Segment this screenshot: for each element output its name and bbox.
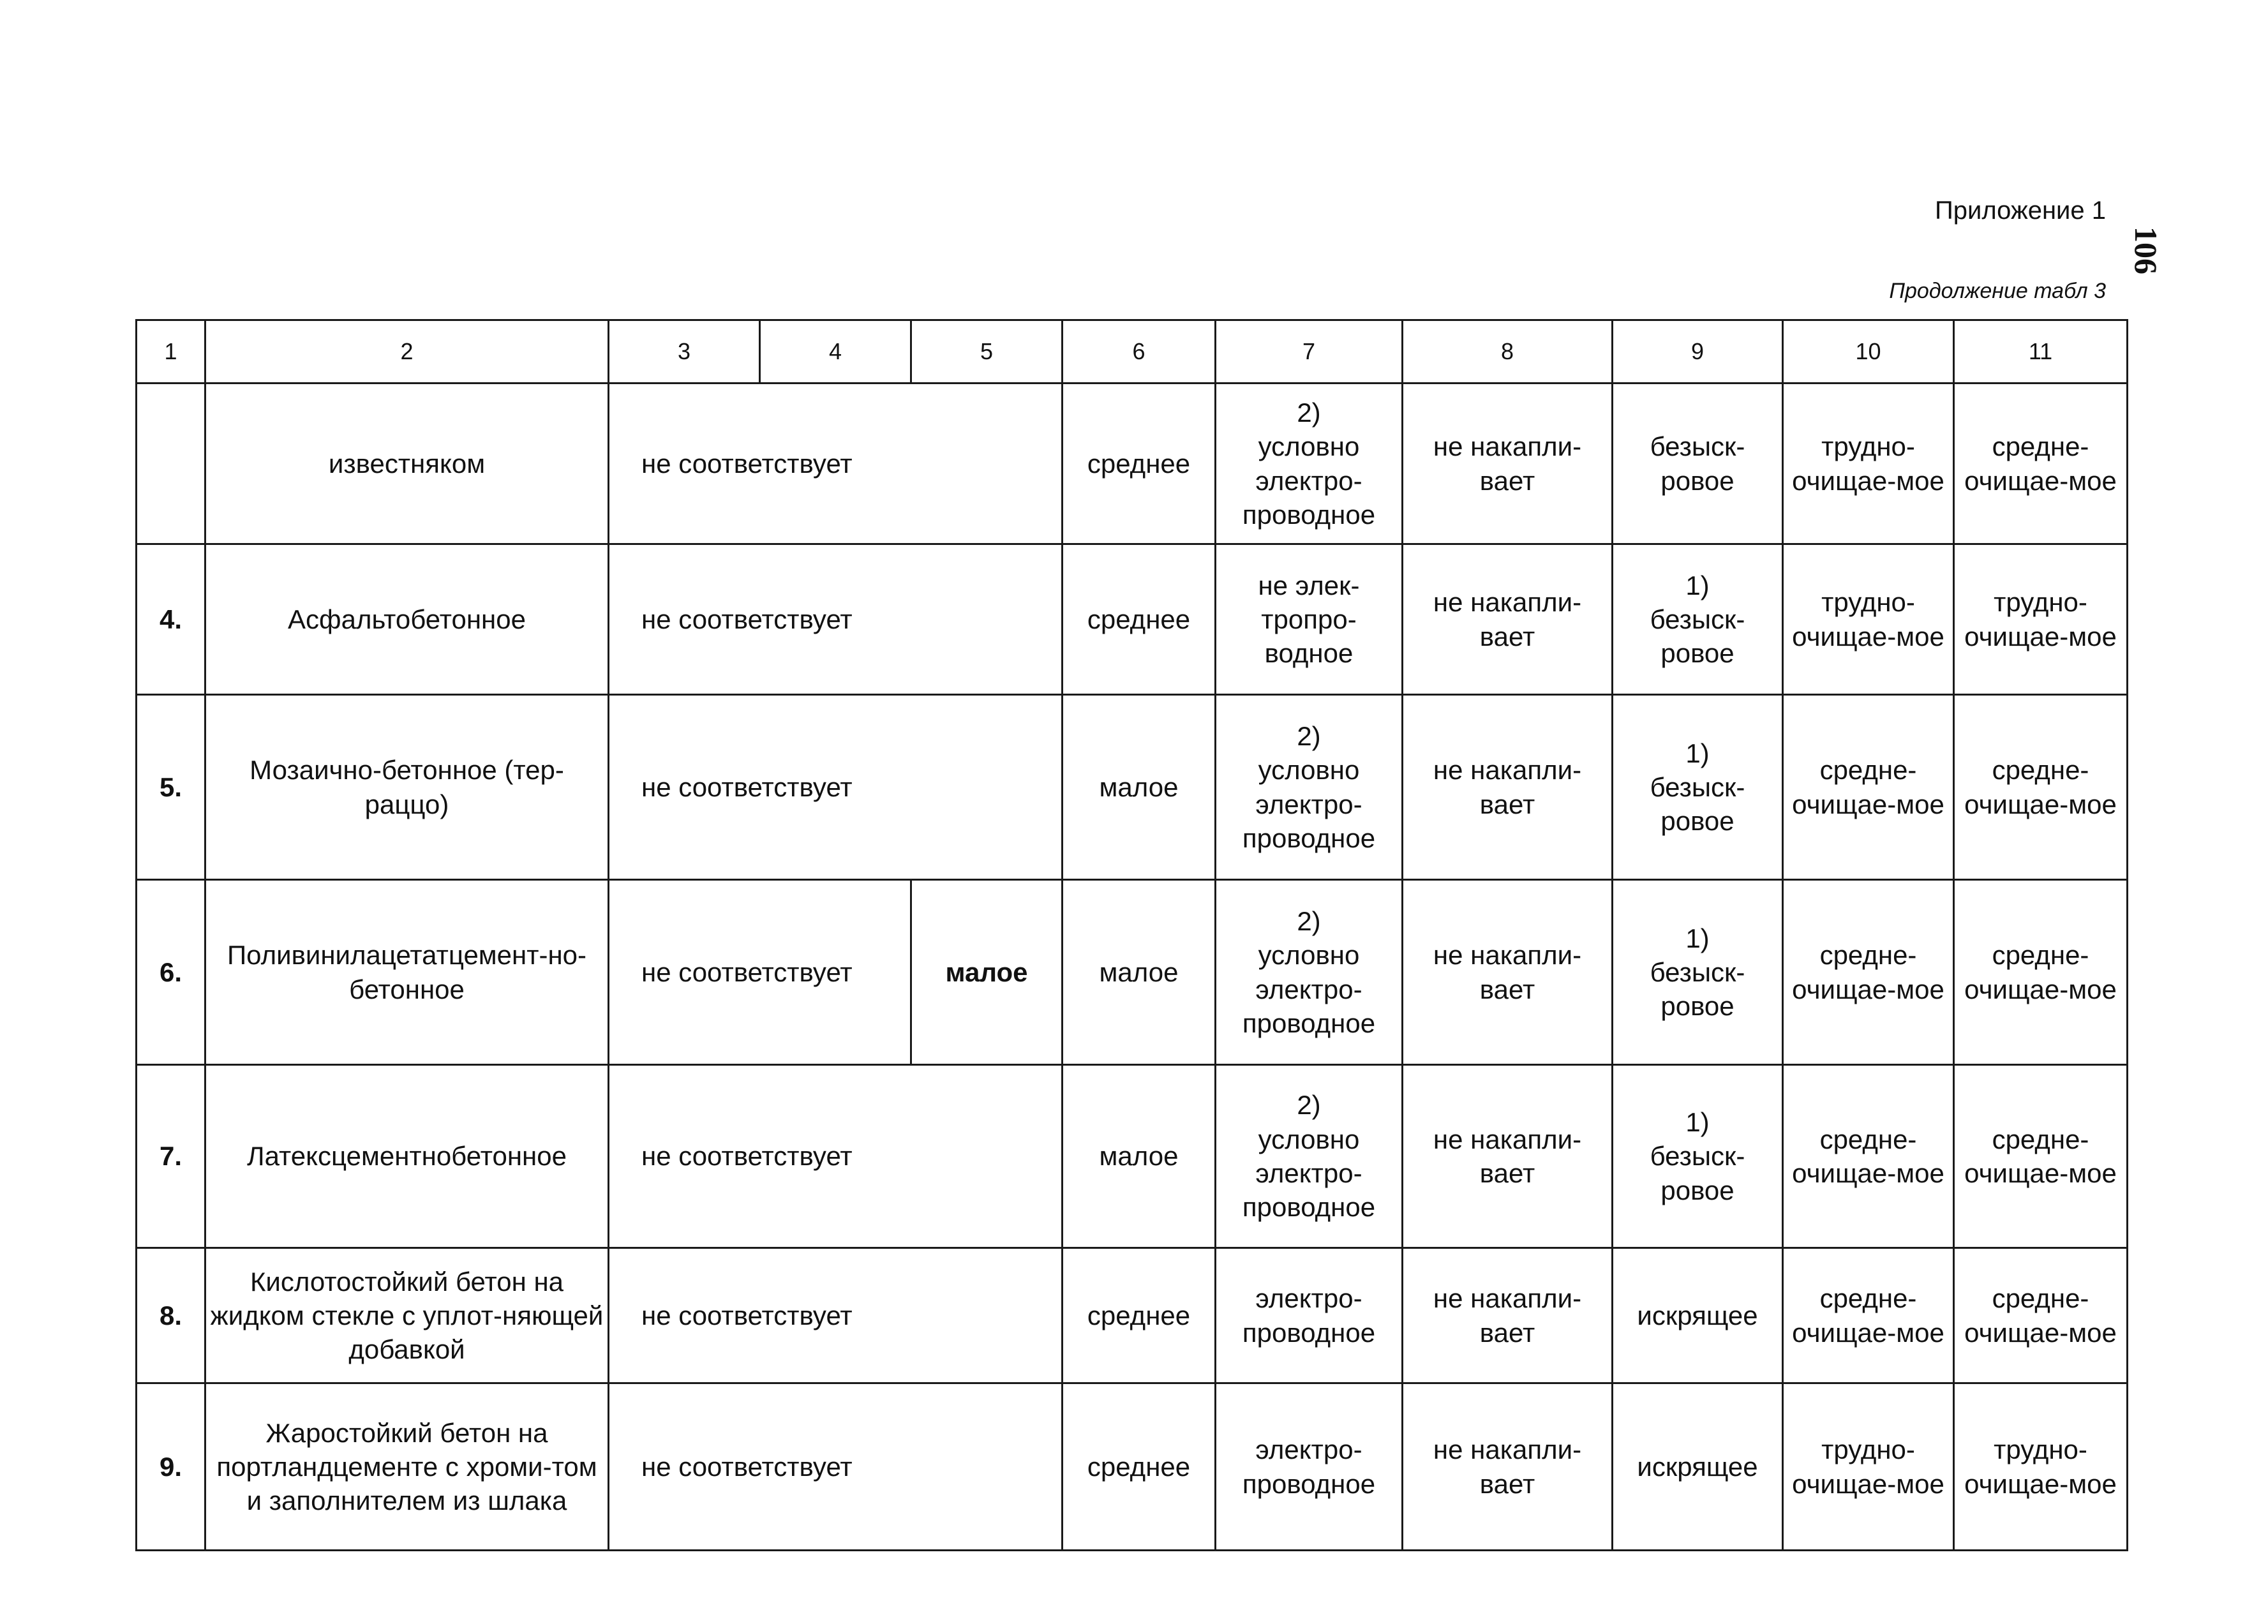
cleanability-cell: средне-очищае-мое xyxy=(1954,880,2128,1065)
footnote-mark: 2) xyxy=(1297,720,1321,751)
column-header: 8 xyxy=(1403,320,1613,384)
row-name: Поливинилацетатцемент-но-бетонное xyxy=(205,880,609,1065)
col6-cell: среднее xyxy=(1063,384,1216,544)
conductivity-cell xyxy=(1216,384,1403,544)
sparking-value: безыск-ровое xyxy=(1650,604,1745,669)
sparking-cell xyxy=(1613,544,1783,695)
footnote-mark: 2) xyxy=(1297,397,1321,428)
accumulation-cell: не накапли-вает xyxy=(1403,1248,1613,1383)
page-number: 106 xyxy=(2128,227,2164,274)
cleanability-cell: средне-очищае-мое xyxy=(1954,695,2128,880)
conductivity-value: условно электро-проводное xyxy=(1242,940,1376,1038)
cleanability-cell: трудно-очищае-мое xyxy=(1783,384,1954,544)
column-header: 10 xyxy=(1783,320,1954,384)
accumulation-cell: не накапли-вает xyxy=(1403,544,1613,695)
cleanability-cell: средне-очищае-мое xyxy=(1954,384,2128,544)
row-number: 9. xyxy=(137,1383,205,1551)
sparking-cell xyxy=(1613,880,1783,1065)
column-header: 5 xyxy=(911,320,1063,384)
sparking-value: безыск-ровое xyxy=(1650,771,1745,837)
column-header: 4 xyxy=(760,320,911,384)
footnote-mark: 2) xyxy=(1297,1090,1321,1121)
cleanability-cell: средне-очищае-мое xyxy=(1783,695,1954,880)
col5-cell: малое xyxy=(911,880,1063,1065)
column-header: 3 xyxy=(609,320,760,384)
sparking-value: безыск-ровое xyxy=(1650,957,1745,1022)
table-row xyxy=(137,1383,2128,1551)
compliance-cell: не соответствует xyxy=(609,1248,1063,1383)
compliance-cell: не соответствует xyxy=(609,384,1063,544)
compliance-cell: не соответствует xyxy=(609,1383,1063,1551)
column-header: 9 xyxy=(1613,320,1783,384)
sparking-cell xyxy=(1613,1065,1783,1248)
cleanability-cell: трудно-очищае-мое xyxy=(1783,1383,1954,1551)
row-name: Жаростойкий бетон на портландцементе с хроми-том и заполнителем из шлака xyxy=(205,1383,609,1551)
sparking-cell xyxy=(1613,695,1783,880)
row-number: 4. xyxy=(137,544,205,695)
conductivity-value: условно электро-проводное xyxy=(1242,755,1376,853)
col6-cell: среднее xyxy=(1063,1383,1216,1551)
conductivity-cell xyxy=(1216,695,1403,880)
cleanability-cell: средне-очищае-мое xyxy=(1783,880,1954,1065)
conductivity-cell: электро-проводное xyxy=(1216,1383,1403,1551)
column-header: 11 xyxy=(1954,320,2128,384)
conductivity-value: условно электро-проводное xyxy=(1242,1124,1376,1223)
sparking-cell: безыск-ровое xyxy=(1613,384,1783,544)
compliance-cell: не соответствует xyxy=(609,1065,1063,1248)
col6-cell: малое xyxy=(1063,880,1216,1065)
conductivity-cell xyxy=(1216,544,1403,695)
table-row xyxy=(137,695,2128,880)
row-name: Латексцементнобетонное xyxy=(205,1065,609,1248)
cleanability-cell: трудно-очищае-мое xyxy=(1954,544,2128,695)
cleanability-cell: средне-очищае-мое xyxy=(1783,1248,1954,1383)
col6-cell: малое xyxy=(1063,1065,1216,1248)
cleanability-cell: средне-очищае-мое xyxy=(1954,1065,2128,1248)
accumulation-cell: не накапли-вает xyxy=(1403,384,1613,544)
col6-cell: среднее xyxy=(1063,544,1216,695)
row-name: Кислотостойкий бетон на жидком стекле с уплот-няющей добавкой xyxy=(205,1248,609,1383)
accumulation-cell: не накапли-вает xyxy=(1403,880,1613,1065)
column-header: 7 xyxy=(1216,320,1403,384)
table-row xyxy=(137,384,2128,544)
footnote-mark: 1) xyxy=(1685,570,1710,600)
row-number: 5. xyxy=(137,695,205,880)
sparking-cell: искрящее xyxy=(1613,1248,1783,1383)
row-name: Мозаично-бетонное (тер-раццо) xyxy=(205,695,609,880)
sparking-value: безыск-ровое xyxy=(1650,1141,1745,1205)
conductivity-cell: электро-проводное xyxy=(1216,1248,1403,1383)
table-row xyxy=(137,1248,2128,1383)
col6-cell: среднее xyxy=(1063,1248,1216,1383)
accumulation-cell: не накапли-вает xyxy=(1403,1065,1613,1248)
compliance-cell: не соответствует xyxy=(609,880,911,1065)
cleanability-cell: средне-очищае-мое xyxy=(1954,1248,2128,1383)
cleanability-cell: трудно-очищае-мое xyxy=(1954,1383,2128,1551)
conductivity-value: не элек-тропро-водное xyxy=(1258,570,1360,669)
column-header: 1 xyxy=(137,320,205,384)
row-number xyxy=(137,384,205,544)
table-row xyxy=(137,544,2128,695)
row-number: 8. xyxy=(137,1248,205,1383)
cleanability-cell: средне-очищае-мое xyxy=(1783,1065,1954,1248)
table-row xyxy=(137,880,2128,1065)
sparking-cell: искрящее xyxy=(1613,1383,1783,1551)
conductivity-cell xyxy=(1216,880,1403,1065)
row-number: 6. xyxy=(137,880,205,1065)
row-number: 7. xyxy=(137,1065,205,1248)
row-name: известняком xyxy=(205,384,609,544)
footnote-mark: 1) xyxy=(1685,738,1710,768)
properties-table xyxy=(135,319,2128,1551)
footnote-mark: 1) xyxy=(1685,1107,1710,1137)
cleanability-cell: трудно-очищае-мое xyxy=(1783,544,1954,695)
table-header-row xyxy=(137,320,2128,384)
compliance-cell: не соответствует xyxy=(609,544,1063,695)
column-header: 2 xyxy=(205,320,609,384)
col6-cell: малое xyxy=(1063,695,1216,880)
column-header: 6 xyxy=(1063,320,1216,384)
accumulation-cell: не накапли-вает xyxy=(1403,695,1613,880)
conductivity-cell xyxy=(1216,1065,1403,1248)
accumulation-cell: не накапли-вает xyxy=(1403,1383,1613,1551)
footnote-mark: 1) xyxy=(1685,923,1710,953)
table-continuation-caption: Продолжение табл 3 xyxy=(1889,279,2106,303)
row-name: Асфальтобетонное xyxy=(205,544,609,695)
compliance-cell: не соответствует xyxy=(609,695,1063,880)
conductivity-value: условно электро-проводное xyxy=(1242,431,1376,530)
footnote-mark: 2) xyxy=(1297,905,1321,936)
table-row xyxy=(137,1065,2128,1248)
appendix-label: Приложение 1 xyxy=(1935,197,2106,225)
